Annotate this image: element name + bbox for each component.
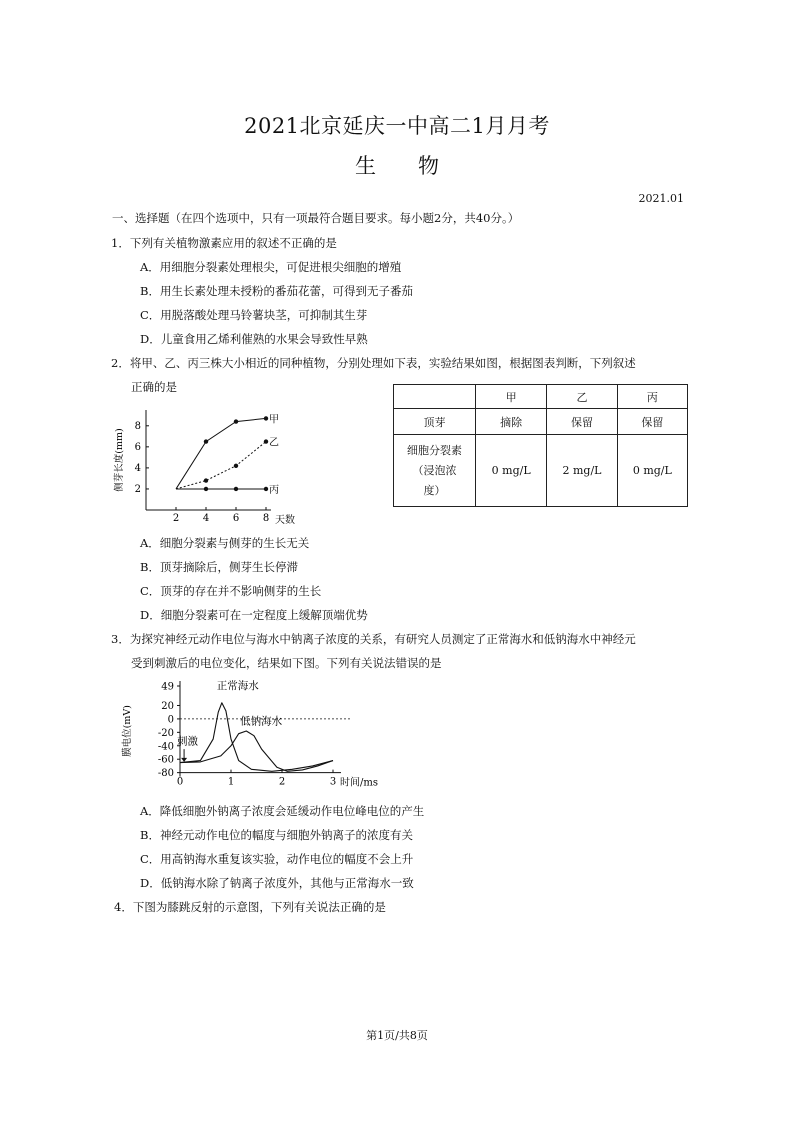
x-axis-label: 时间/ms: [340, 777, 378, 789]
table-cell: 保留: [547, 409, 617, 435]
table-label-line: 细胞分裂素: [407, 443, 462, 457]
series-label: 乙: [269, 437, 279, 449]
series-label: 低钠海水: [240, 715, 283, 728]
x-tick-label: 8: [262, 513, 270, 524]
q2-option-a: A．细胞分裂素与侧芽的生长无关: [140, 536, 310, 550]
y-tick-label: 8: [134, 420, 141, 432]
data-point: [204, 487, 208, 491]
data-point: [204, 439, 208, 443]
chart-lateral-bud: [108, 400, 295, 530]
data-point: [204, 478, 208, 482]
y-tick-label: 0: [167, 714, 174, 726]
q1-option-b: B．用生长素处理未授粉的番茄花蕾，可得到无子番茄: [140, 284, 413, 298]
q3-stem-line2: 受到刺激后的电位变化，结果如下图。下列有关说法错误的是: [131, 656, 442, 670]
table-cell: 摘除: [476, 409, 547, 435]
y-tick-label: 49: [161, 681, 174, 693]
series-label: 甲: [269, 414, 279, 426]
q2-stem-line2: 正确的是: [131, 380, 177, 394]
table-cell: 0 mg/L: [476, 435, 547, 507]
data-point: [234, 487, 238, 491]
x-tick-label: 2: [172, 513, 180, 524]
table-row-label: [394, 435, 476, 507]
data-point: [234, 419, 238, 423]
x-tick-label: 2: [278, 776, 286, 788]
table-label-line: （浸泡浓: [412, 463, 457, 477]
y-axis-label: 膜电位(mV): [122, 705, 133, 757]
data-point: [264, 487, 268, 491]
table-header-cell: 丙: [617, 385, 687, 409]
q3-stem-line1: 3．为探究神经元动作电位与海水中钠离子浓度的关系，有研究人员测定了正常海水和低钠海水中神经元: [111, 632, 636, 646]
x-tick-label: 3: [329, 776, 337, 788]
y-tick-label: 20: [161, 700, 174, 712]
q1-stem: 1．下列有关植物激素应用的叙述不正确的是: [111, 236, 337, 250]
q4-stem: 4．下图为膝跳反射的示意图，下列有关说法正确的是: [114, 900, 386, 914]
y-tick-label: -20: [157, 727, 174, 739]
q3-option-b: B．神经元动作电位的幅度与细胞外钠离子的浓度有关: [140, 828, 413, 842]
page-number: 第1页/共8页: [366, 1029, 428, 1042]
q1-option-a: A．用细胞分裂素处理根尖，可促进根尖细胞的增殖: [140, 260, 402, 274]
y-tick-label: 2: [134, 483, 141, 495]
q2-table: [393, 384, 688, 507]
q2-option-d: D．细胞分裂素可在一定程度上缓解顶端优势: [140, 608, 368, 622]
q1-option-d: D．儿童食用乙烯利催熟的水果会导致性早熟: [140, 332, 368, 346]
table-header-cell: 甲: [476, 385, 547, 409]
series-label: 丙: [269, 484, 279, 496]
q2-option-c: C．顶芽的存在并不影响侧芽的生长: [140, 584, 322, 598]
q2-option-b: B．顶芽摘除后，侧芽生长停滞: [140, 560, 298, 574]
table-cell: 2 mg/L: [547, 435, 617, 507]
series-line-2: [176, 442, 266, 489]
q3-option-d: D．低钠海水除了钠离子浓度外，其他与正常海水一致: [140, 876, 414, 890]
subject-title: 生 物: [355, 154, 439, 178]
y-axis-label: 侧芽长度(mm): [114, 428, 125, 492]
table-cell: 0 mg/L: [617, 435, 687, 507]
x-tick-label: 1: [227, 776, 235, 788]
table-label-line: 度）: [423, 483, 446, 497]
x-axis-label: 天数: [275, 515, 295, 526]
exam-date: 2021.01: [638, 192, 684, 205]
table-cell: 顶芽: [394, 409, 476, 435]
section-heading: 一、选择题（在四个选项中，只有一项最符合题目要求。每小题2分，共40分。）: [112, 211, 520, 225]
q3-option-c: C．用高钠海水重复该实验，动作电位的幅度不会上升: [140, 852, 414, 866]
data-point: [264, 416, 268, 420]
y-tick-label: -40: [157, 741, 174, 753]
q1-option-c: C．用脱落酸处理马铃薯块茎，可抑制其生芽: [140, 308, 368, 322]
x-tick-label: 6: [232, 513, 240, 524]
series-line-2: [180, 731, 333, 771]
series-label: 正常海水: [216, 680, 259, 692]
series-line-1: [176, 418, 266, 489]
y-tick-label: 6: [134, 441, 141, 453]
page-title: 2021北京延庆一中高二1月月考: [244, 114, 550, 138]
y-tick-label: -80: [157, 768, 174, 780]
q3-option-a: A．降低细胞外钠离子浓度会延缓动作电位峰电位的产生: [140, 804, 425, 818]
table-header-cell: [394, 385, 476, 409]
q2-stem-line1: 2．将甲、乙、丙三株大小相近的同种植物，分别处理如下表，实验结果如图，根据图表判断，下列叙述: [111, 356, 636, 370]
stimulus-arrow-head: [181, 758, 187, 762]
x-tick-label: 4: [202, 513, 210, 524]
y-tick-label: 4: [134, 462, 141, 474]
data-point: [264, 439, 268, 443]
stimulus-label: 刺激: [177, 735, 198, 748]
table-header-cell: 乙: [547, 385, 617, 409]
y-tick-label: -60: [157, 754, 174, 766]
data-point: [234, 464, 238, 468]
chart-membrane-potential: [120, 676, 380, 798]
x-tick-label: 0: [176, 776, 184, 788]
table-cell: 保留: [617, 409, 687, 435]
